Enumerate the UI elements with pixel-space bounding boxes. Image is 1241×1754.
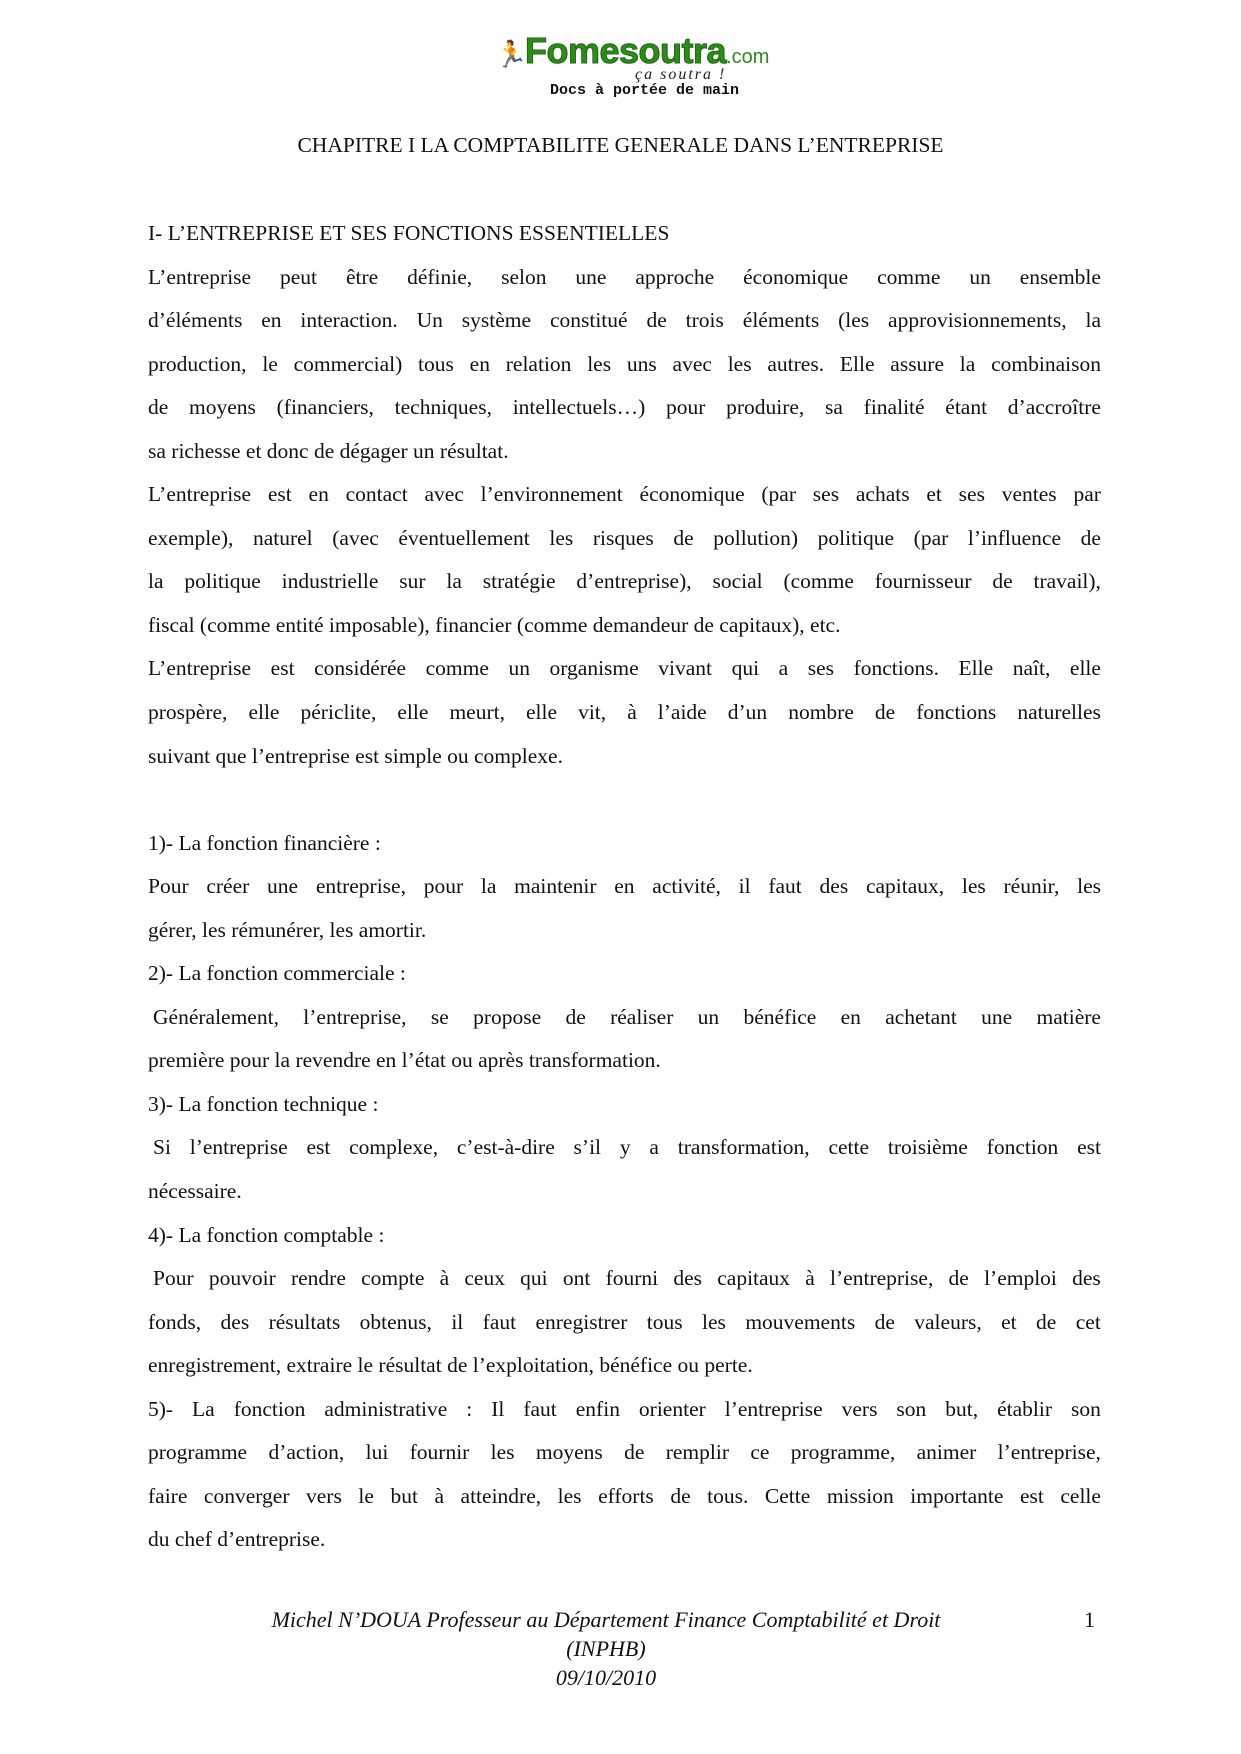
word: d’un — [727, 700, 768, 725]
word: trois — [685, 308, 724, 333]
word: stratégie — [482, 569, 556, 594]
word: a — [778, 656, 789, 681]
word: fourni — [605, 1266, 659, 1291]
word: en — [308, 482, 329, 507]
word: en — [840, 1004, 861, 1029]
word: approvisionnements, — [888, 308, 1067, 333]
chapter-title: CHAPITRE I LA COMPTABILITE GENERALE DANS L’ENTREPRISE — [297, 133, 944, 157]
word: selon — [501, 264, 547, 289]
word: l’entreprise — [189, 1135, 288, 1160]
word: être — [345, 264, 379, 289]
word: converger — [203, 1483, 290, 1508]
word: exemple), — [148, 525, 234, 550]
word: pollution) — [713, 525, 799, 550]
fomesoutra-logo — [495, 30, 795, 105]
word: un — [697, 1004, 720, 1029]
word: l’influence — [967, 525, 1062, 550]
word: est — [1019, 1483, 1044, 1508]
word: orienter — [638, 1396, 706, 1421]
word: cette — [828, 1135, 870, 1160]
word: de — [148, 395, 169, 420]
word: uns — [626, 351, 657, 376]
word: les — [1077, 874, 1101, 899]
word: transformation, — [677, 1135, 810, 1160]
word: une — [267, 874, 299, 899]
word: l’entreprise, — [997, 1440, 1101, 1465]
word: organisme — [549, 656, 639, 681]
word: rendre — [290, 1266, 346, 1291]
word: vivant — [658, 656, 712, 681]
text-line: nécessaire. — [148, 1179, 242, 1204]
word: bénéfice — [743, 1004, 817, 1029]
word: matière — [1036, 1004, 1101, 1029]
word: sur — [399, 569, 426, 594]
text-line — [148, 1257, 1101, 1301]
word: approche — [635, 264, 715, 289]
word: enfin — [575, 1396, 620, 1421]
text-line: 2)- La fonction commerciale : — [148, 961, 406, 986]
word: périclite, — [300, 700, 377, 725]
word: Si — [153, 1135, 171, 1160]
word: s’il — [573, 1135, 602, 1160]
word: programme, — [790, 1440, 896, 1465]
word: ses — [807, 656, 834, 681]
word: vers — [306, 1483, 342, 1508]
word: des — [220, 1309, 250, 1334]
word: établir — [997, 1396, 1053, 1421]
word: finalité — [863, 395, 925, 420]
word: prospère, — [148, 700, 228, 725]
word: les — [702, 1309, 726, 1334]
text-line — [148, 299, 1101, 343]
word: faut — [768, 874, 802, 899]
word: les — [587, 351, 612, 376]
word: son — [896, 1396, 927, 1421]
text-line — [148, 473, 1101, 517]
word: elle — [1069, 656, 1101, 681]
text-line — [148, 256, 1101, 300]
logo-slogan: ça soutra ! — [635, 66, 727, 83]
word: achetant — [885, 1004, 957, 1029]
word: de — [673, 525, 694, 550]
word: un — [508, 656, 530, 681]
word: le — [358, 1483, 374, 1508]
word: de — [646, 308, 667, 333]
word: et — [1001, 1309, 1017, 1334]
word: travail), — [1033, 569, 1101, 594]
text-line: du chef d’entreprise. — [148, 1527, 326, 1552]
word: un — [969, 264, 991, 289]
document-body — [148, 212, 1101, 1562]
word: naturel — [252, 525, 313, 550]
word: qui — [731, 656, 760, 681]
word: propose — [473, 1004, 542, 1029]
word: lui — [365, 1440, 389, 1465]
word: considérée — [314, 656, 407, 681]
word: (par — [913, 525, 949, 550]
word: moyens — [535, 1440, 603, 1465]
word: intellectuels…) — [512, 395, 646, 420]
word: politique — [184, 569, 261, 594]
text-line — [148, 1301, 1101, 1345]
word: est — [306, 1135, 331, 1160]
word: elle — [397, 700, 429, 725]
text-line — [148, 560, 1101, 604]
word: une — [981, 1004, 1013, 1029]
word: (les — [838, 308, 870, 333]
word: avec — [424, 482, 464, 507]
text-line — [148, 1388, 1101, 1432]
word: L’entreprise — [148, 482, 252, 507]
word: est — [1077, 1135, 1101, 1160]
word: les — [490, 1440, 515, 1465]
word: valeurs, — [914, 1309, 982, 1334]
word: naturelles — [1017, 700, 1101, 725]
logo-tagline: Docs à portée de main — [550, 82, 740, 99]
word: l’emploi — [984, 1266, 1057, 1291]
word: la — [446, 569, 462, 594]
word: fonctions. — [853, 656, 939, 681]
word: pour — [423, 874, 464, 899]
word: peut — [280, 264, 318, 289]
word: réunir, — [1003, 874, 1060, 899]
text-line: sa richesse et donc de dégager un résultat. — [148, 438, 509, 463]
word: administrative — [324, 1396, 448, 1421]
word: d’entreprise), — [576, 569, 692, 594]
word: celle — [1060, 1483, 1101, 1508]
word: atteindre, — [460, 1483, 542, 1508]
word: tous — [418, 351, 454, 376]
word: y — [619, 1135, 631, 1160]
word: de — [670, 1483, 691, 1508]
word: il — [738, 874, 751, 899]
text-line — [148, 691, 1101, 735]
word: capitaux — [717, 1266, 791, 1291]
word: politique — [817, 525, 895, 550]
word: (avec — [332, 525, 379, 550]
word: ceux — [464, 1266, 505, 1291]
text-line — [148, 517, 1101, 561]
footer-institution: (INPHB) — [566, 1636, 646, 1661]
text-line: enregistrement, extraire le résultat de l’exploitation, bénéfice ou perte. — [148, 1353, 753, 1378]
word: (financiers, — [276, 395, 374, 420]
word: but — [390, 1483, 418, 1508]
word: elle — [526, 700, 558, 725]
word: obtenus, — [359, 1309, 432, 1334]
text-line: fiscal (comme entité imposable), financier (comme demandeur de capitaux), etc. — [148, 612, 841, 637]
word: industrielle — [281, 569, 379, 594]
word: capitaux, — [865, 874, 945, 899]
text-line: I- L’ENTREPRISE ET SES FONCTIONS ESSENTIELLES — [148, 221, 670, 245]
word: des — [819, 874, 849, 899]
word: l’entreprise, — [303, 1004, 407, 1029]
word: éventuellement — [398, 525, 530, 550]
text-line — [148, 343, 1101, 387]
word: de — [624, 1440, 645, 1465]
word: fournisseur — [874, 569, 972, 594]
word: économique — [743, 264, 849, 289]
word: produire, — [726, 395, 805, 420]
word: est — [267, 482, 292, 507]
word: compte — [361, 1266, 425, 1291]
word: en — [614, 874, 635, 899]
text-line: suivant que l’entreprise est simple ou complexe. — [148, 743, 563, 768]
word: pour — [665, 395, 706, 420]
word: L’entreprise — [148, 264, 252, 289]
word: l’aide — [657, 700, 707, 725]
word: L’entreprise — [148, 656, 252, 681]
word: faut — [482, 1309, 517, 1334]
word: résultats — [268, 1309, 341, 1334]
word: : — [466, 1396, 473, 1421]
word: maintenir — [514, 874, 597, 899]
word: de — [992, 569, 1013, 594]
word: d’accroître — [1007, 395, 1101, 420]
word: fournir — [409, 1440, 470, 1465]
word: interaction. — [300, 308, 398, 333]
word: à — [627, 700, 637, 725]
word: réaliser — [610, 1004, 674, 1029]
word: système — [461, 308, 532, 333]
word: Cette — [764, 1483, 811, 1508]
word: étant — [945, 395, 988, 420]
word: fonction — [233, 1396, 306, 1421]
word: troisième — [887, 1135, 968, 1160]
word: la — [480, 874, 497, 899]
word: à — [805, 1266, 815, 1291]
word: cet — [1075, 1309, 1101, 1334]
word: de — [874, 1309, 895, 1334]
word: ses — [958, 482, 985, 507]
word: vit, — [578, 700, 607, 725]
word: but, — [945, 1396, 979, 1421]
word: d’action, — [268, 1440, 345, 1465]
word: nombre — [788, 700, 854, 725]
word: d’éléments — [148, 308, 243, 333]
word: économique — [639, 482, 745, 507]
word: remplir — [665, 1440, 730, 1465]
word: relation — [505, 351, 572, 376]
text-line: gérer, les rémunérer, les amortir. — [148, 917, 427, 942]
word: définie, — [407, 264, 473, 289]
word: pouvoir — [208, 1266, 276, 1291]
word: les — [557, 1483, 582, 1508]
text-line — [148, 865, 1101, 909]
word: la — [148, 569, 164, 594]
word: avec — [672, 351, 712, 376]
word: ventes — [1001, 482, 1057, 507]
word: complexe, — [349, 1135, 439, 1160]
word: autres. — [767, 351, 825, 376]
word: tous — [646, 1309, 683, 1334]
word: se — [430, 1004, 449, 1029]
word: Il — [491, 1396, 505, 1421]
word: faire — [148, 1483, 188, 1508]
word: l’environnement — [480, 482, 623, 507]
word: une — [575, 264, 607, 289]
word: entreprise, — [315, 874, 406, 899]
word: Un — [416, 308, 443, 333]
word: en — [261, 308, 282, 333]
text-line — [148, 1126, 1101, 1170]
word: meurt, — [449, 700, 505, 725]
word: des — [1072, 1266, 1101, 1291]
word: à — [434, 1483, 444, 1508]
word: production, — [148, 351, 247, 376]
word: par — [1073, 482, 1101, 507]
word: créer — [206, 874, 250, 899]
word: la — [959, 351, 976, 376]
word: les — [961, 874, 986, 899]
word: animer — [916, 1440, 977, 1465]
text-line: première pour la revendre en l’état ou après transformation. — [148, 1048, 661, 1073]
logo-domain: .com — [726, 46, 770, 68]
word: vers — [841, 1396, 878, 1421]
word: en — [469, 351, 490, 376]
word: combinaison — [991, 351, 1101, 376]
text-line — [148, 1475, 1101, 1519]
word: Généralement, — [153, 1004, 279, 1029]
word: est — [270, 656, 295, 681]
word: Elle — [958, 656, 994, 681]
text-line — [148, 1431, 1101, 1475]
word: social — [712, 569, 763, 594]
word: sa — [825, 395, 843, 420]
word: c’est-à-dire — [456, 1135, 555, 1160]
word: Elle — [839, 351, 875, 376]
word: comme — [425, 656, 489, 681]
word: son — [1070, 1396, 1101, 1421]
word: fonction — [986, 1135, 1059, 1160]
word: l’entreprise, — [830, 1266, 934, 1291]
word: de — [1036, 1309, 1057, 1334]
word: tous. — [707, 1483, 749, 1508]
word: de — [874, 700, 896, 725]
word: ont — [562, 1266, 591, 1291]
word: les — [549, 525, 574, 550]
word: qui — [520, 1266, 548, 1291]
text-line: 3)- La fonction technique : — [148, 1091, 379, 1116]
word: a — [649, 1135, 659, 1160]
runner-icon: 🏃 — [495, 40, 528, 70]
blank-line — [148, 778, 1101, 822]
word: de — [1080, 525, 1101, 550]
word: contact — [345, 482, 408, 507]
word: (par — [761, 482, 797, 507]
word: la — [1085, 308, 1101, 333]
word: achats — [855, 482, 910, 507]
word: mission — [826, 1483, 894, 1508]
word: il — [451, 1309, 464, 1334]
word: de — [948, 1266, 969, 1291]
word: La — [192, 1396, 215, 1421]
text-line: 1)- La fonction financière : — [148, 830, 381, 855]
word: elle — [248, 700, 280, 725]
word: Pour — [153, 1266, 194, 1291]
word: assure — [890, 351, 945, 376]
word: des — [673, 1266, 703, 1291]
word: et — [926, 482, 942, 507]
word: ensemble — [1019, 264, 1101, 289]
word: enregistrer — [535, 1309, 628, 1334]
word: naît, — [1012, 656, 1051, 681]
word: faut — [523, 1396, 557, 1421]
word: 5)- — [148, 1396, 174, 1421]
word: (comme — [783, 569, 854, 594]
footer-date: 09/10/2010 — [555, 1665, 657, 1690]
word: activité, — [652, 874, 721, 899]
word: mouvements — [745, 1309, 856, 1334]
text-line — [148, 386, 1101, 430]
text-line — [148, 647, 1101, 691]
word: efforts — [598, 1483, 654, 1508]
word: constitué — [549, 308, 628, 333]
word: importante — [910, 1483, 1004, 1508]
text-line: 4)- La fonction comptable : — [148, 1222, 385, 1247]
word: éléments — [742, 308, 820, 333]
word: ses — [812, 482, 840, 507]
word: commercial) — [293, 351, 403, 376]
word: techniques, — [394, 395, 492, 420]
word: à — [439, 1266, 450, 1291]
word: programme — [148, 1440, 248, 1465]
logo-brand-name: Fomesoutra — [525, 30, 727, 71]
word: les — [727, 351, 752, 376]
text-line — [148, 996, 1101, 1040]
word: fonds, — [148, 1309, 202, 1334]
word: risques — [592, 525, 654, 550]
word: fonctions — [916, 700, 997, 725]
word: ce — [750, 1440, 770, 1465]
page-footer — [222, 1605, 990, 1692]
footer-author: Michel N’DOUA Professeur au Département Finance Comptabilité et Droit — [271, 1607, 941, 1632]
word: de — [565, 1004, 586, 1029]
word: moyens — [189, 395, 256, 420]
word: comme — [877, 264, 941, 289]
page-number: 1 — [1084, 1607, 1095, 1632]
word: le — [262, 351, 278, 376]
word: Pour — [148, 874, 189, 899]
word: l’entreprise — [724, 1396, 823, 1421]
